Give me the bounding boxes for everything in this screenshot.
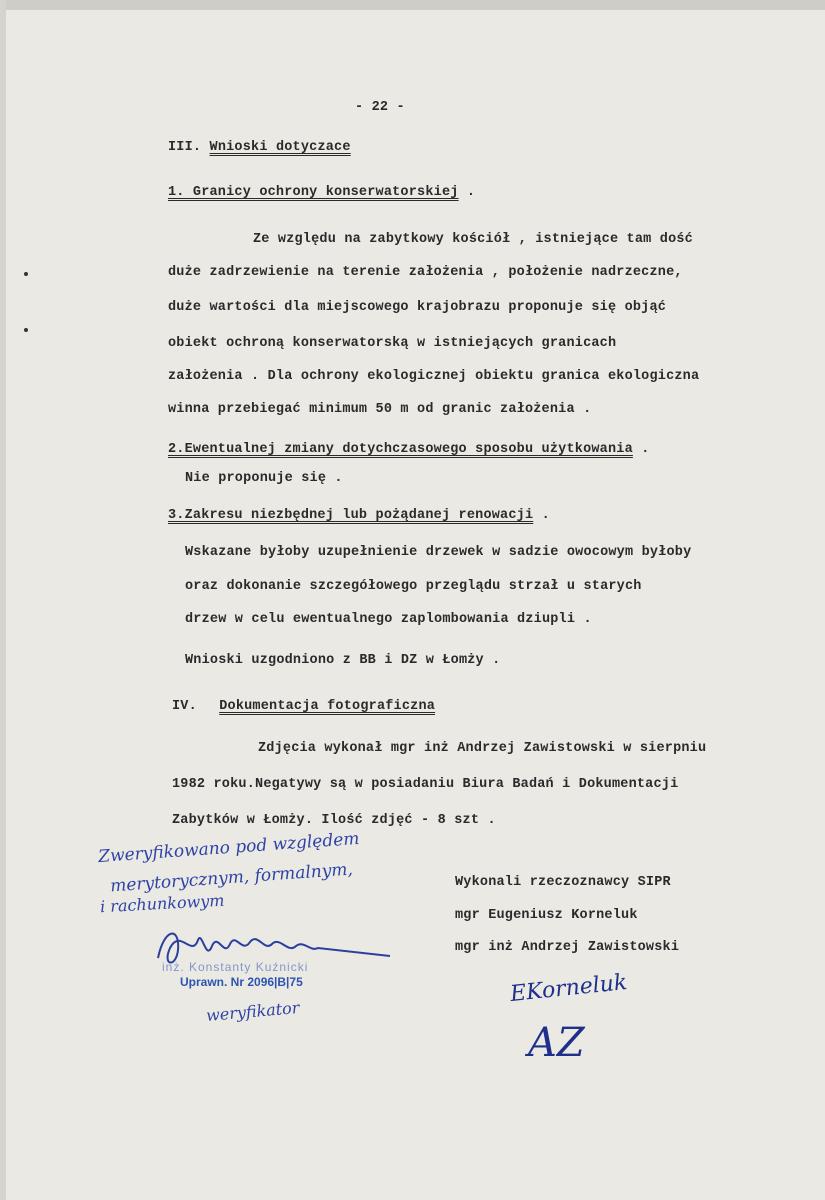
signature-korneluk: EKorneluk [509,969,629,1008]
paragraph-line: założenia . Dla ochrony ekologicznej obiektu granica ekologiczna [168,369,700,384]
paragraph-line: Zdjęcia wykonał mgr inż Andrzej Zawistowski w sierpniu [258,741,707,756]
signatory-name: mgr Eugeniusz Korneluk [455,908,638,923]
paragraph-line: Ze względu na zabytkowy kościół , istniejące tam dość [253,232,693,247]
section-number: III. [168,140,202,155]
margin-mark [24,328,28,332]
item-2-heading [168,442,650,457]
item-title: 3.Zakresu niezbędnej lub pożądanej renowacji [168,508,534,523]
verifier-label: weryfikator [205,997,301,1026]
paragraph-line: obiekt ochroną konserwatorską w istniejących granicach [168,336,617,351]
margin-mark [24,272,28,276]
paragraph-line: Wskazane byłoby uzupełnienie drzewek w sadzie owocowym byłoby [185,545,692,560]
page-number: - 22 - [355,100,405,115]
scan-edge-left [0,0,6,1200]
paragraph-line: winna przebiegać minimum 50 m od granic założenia . [168,402,592,417]
handwritten-note: merytorycznym, formalnym, [109,859,354,897]
paragraph-line: oraz dokonanie szczegółowego przeglądu strzał u starych [185,579,642,594]
item-1-heading [168,185,475,200]
item-suffix: . [641,442,650,457]
item-suffix: . [541,508,550,523]
section-title: Dokumentacja fotograficzna [219,699,436,714]
section-title: Wnioski dotyczace [209,140,351,155]
paragraph-line: drzew w celu ewentualnego zaplombowania dziupli . [185,612,592,627]
handwritten-note: i rachunkowym [99,890,225,917]
paragraph-line: duże wartości dla miejscowego krajobrazu proponuje się objąć [168,300,667,315]
paragraph-line: 1982 roku.Negatywy są w posiadaniu Biura Badań i Dokumentacji [172,777,679,792]
signatory-name: mgr inż Andrzej Zawistowski [455,940,680,955]
paragraph-line: Nie proponuje się . [185,471,343,486]
item-title: 2.Ewentualnej zmiany dotychczasowego sposobu użytkowania [168,442,633,457]
item-3-heading [168,508,550,523]
item-suffix: . [466,185,476,200]
item-title: 1. Granicy ochrony konserwatorskiej [168,185,459,200]
agreement-note: Wnioski uzgodniono z BB i DZ w Łomży . [185,653,501,668]
scan-edge-top [0,0,825,10]
signature-zawistowski: AZ [528,1020,585,1066]
paragraph-line: Zabytków w Łomży. Ilość zdjęć - 8 szt . [172,813,496,828]
stamp-license: Uprawn. Nr 2096|B|75 [180,975,303,989]
stamp-name: inż. Konstanty Kuźnicki [162,960,309,974]
handwritten-note: Zweryfikowano pod względem [97,828,361,868]
section-number: IV. [172,699,197,714]
paragraph-line: duże zadrzewienie na terenie założenia , położenie nadrzeczne, [168,265,683,280]
signatories-heading: Wykonali rzeczoznawcy SIPR [455,875,671,890]
section-heading-3 [168,140,351,155]
section-heading-4 [172,699,435,714]
